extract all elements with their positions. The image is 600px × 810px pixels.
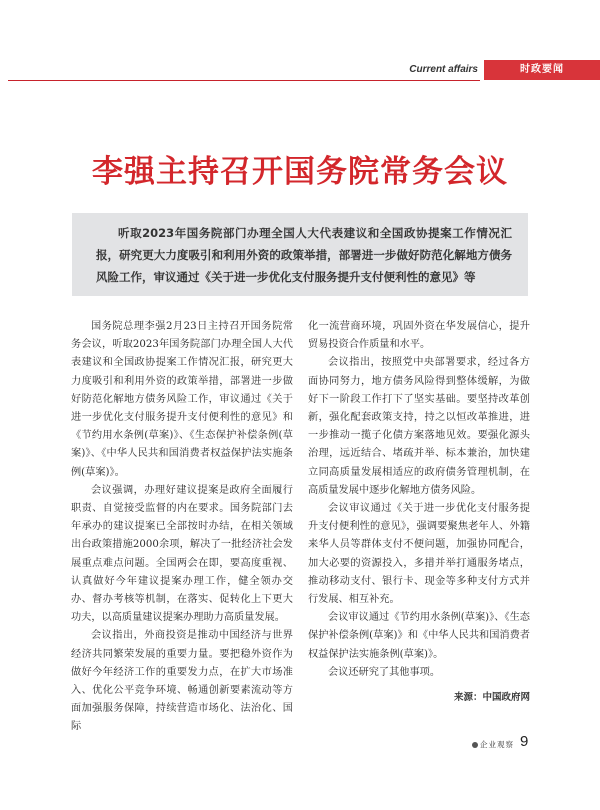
paragraph: 化一流营商环境，巩固外资在华发展信心，提升贸易投资合作质量和水平。 [308, 321, 530, 351]
header-rule [8, 80, 480, 81]
article-column-left [71, 318, 293, 737]
paragraph: 会议指出，外商投资是推动中国经济与世界经济共同繁荣发展的重要力量。要把稳外资作为做好今年经济工作的重要发力点，在扩大市场准入、优化公平竞争环境、畅通创新要素流动等方面加强服务保障，持续营造市场化、法治化、国际 [71, 630, 293, 733]
section-label-en: Current affairs [409, 64, 478, 75]
paragraph: 会议审议通过《关于进一步优化支付服务提升支付便利性的意见》，强调要聚焦老年人、外籍来华人员等群体支付不便问题，加强协同配合，加大必要的资源投入，多措并举打通服务堵点，推动移动支付、银行卡、现金等多种支付方式并行发展、相互补充。 [308, 503, 530, 606]
paragraph: 会议还研究了其他事项。 [328, 666, 441, 678]
paragraph: 会议指出，按照党中央部署要求，经过各方面协同努力，地方债务风险得到整体缓解，为做好下一阶段工作打下了坚实基础。要坚持改革创新，强化配套政策支持，持之以恒改革推进，进一步推动一揽子化债方案落地见效。要强化源头治理，远近结合、堵疏并举、标本兼治，加快建立同高质量发展相适应的政府债务管理机制，在高质量发展中逐步化解地方债务风险。 [308, 357, 530, 496]
article-column-right [308, 318, 530, 682]
publication-label: 企业观察 [480, 740, 514, 749]
publication-logo-icon [472, 742, 478, 748]
article-summary: 听取2023年国务院部门办理全国人大代表建议和全国政协提案工作情况汇报，研究更大力度吸引和利用外资的政策举措，部署进一步做好防范化解地方债务风险工作，审议通过《关于进一步优化支付服务提升支付便利性的意见》等 [72, 213, 528, 296]
article-source: 来源：中国政府网 [453, 692, 530, 703]
page-number: 9 [520, 733, 529, 750]
paragraph: 会议强调，办理好建议提案是政府全面履行职责、自觉接受监督的内在要求。国务院部门去年承办的建议提案已全部按时办结，在相关领域出台政策措施2000余项，解决了一批经济社会发展重点难点问题。全国两会在即，要高度重视、认真做好今年建议提案办理工作，健全领办交办、督办考核等机制，在落实、促转化上下更大功夫，以高质量建议提案办理助力高质量发展。 [71, 484, 293, 624]
publication-name [458, 739, 514, 750]
article-title: 李强主持召开国务院常务会议 [92, 154, 508, 190]
section-tab-cn: 时政要闻 [484, 60, 600, 80]
paragraph: 会议审议通过《节约用水条例(草案)》、《生态保护补偿条例(草案)》和《中华人民共和国消费者权益保护法实施条例(草案)》。 [308, 612, 530, 660]
paragraph: 国务院总理李强2月23日主持召开国务院常务会议，听取2023年国务院部门办理全国人大代表建议和全国政协提案工作情况汇报，研究更大力度吸引和利用外资的政策举措，部署进一步做好防范化解地方债务风险工作，审议通过《关于进一步优化支付服务提升支付便利性的意见》和《节约用水条例(草案)》、《生态保护补偿条例(草案)》、《中华人民共和国消费者权益保护法实施条例(草案)》。 [71, 321, 293, 478]
